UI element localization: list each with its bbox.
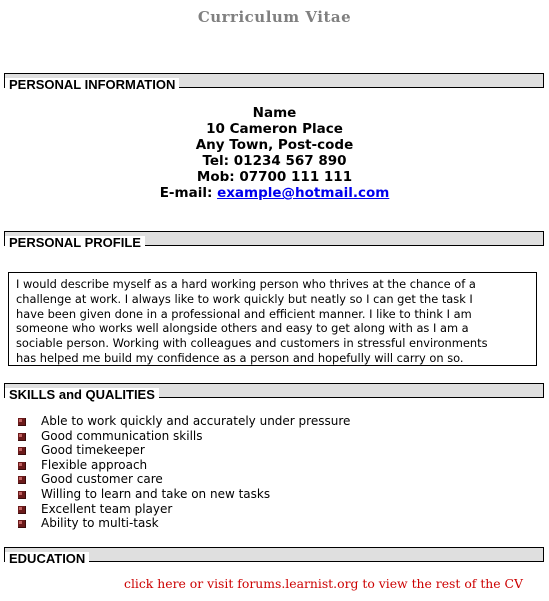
skill-text: Excellent team player xyxy=(41,501,173,516)
skill-item xyxy=(18,414,350,429)
skills-list xyxy=(18,414,350,531)
section-header-education xyxy=(4,547,544,566)
profile-text-box xyxy=(8,272,537,366)
section-header-personal-profile xyxy=(4,231,544,250)
profile-line: someone who works well alongside others and easy to get along with as I am a xyxy=(16,321,469,336)
section-label: PERSONAL INFORMATION xyxy=(5,78,179,91)
email-label: E-mail: xyxy=(159,185,218,201)
skill-item xyxy=(18,443,350,458)
contact-mob: Mob: 07700 111 111 xyxy=(196,169,353,185)
skill-item xyxy=(18,429,350,444)
contact-tel: Tel: 01234 567 890 xyxy=(202,153,347,169)
section-label: SKILLS and QUALITIES xyxy=(5,388,159,401)
section-label: PERSONAL PROFILE xyxy=(5,236,145,249)
section-header-personal-information xyxy=(4,73,544,92)
contact-email-row xyxy=(0,185,549,201)
square-bullet-icon xyxy=(18,506,26,514)
contact-block xyxy=(0,105,549,201)
profile-line: challenge at work. I always like to work quickly but neatly so I can get the task I xyxy=(16,291,473,306)
skill-item xyxy=(18,458,350,473)
contact-name: Name xyxy=(252,105,297,121)
skill-text: Able to work quickly and accurately under pressure xyxy=(41,414,351,428)
skill-item xyxy=(18,516,350,531)
skill-item xyxy=(18,472,350,487)
section-label: EDUCATION xyxy=(5,552,89,565)
skill-text: Flexible approach xyxy=(41,457,148,472)
contact-address-line2: Any Town, Post-code xyxy=(195,137,354,153)
square-bullet-icon xyxy=(18,418,26,426)
square-bullet-icon xyxy=(18,462,26,470)
square-bullet-icon xyxy=(18,491,26,499)
document-title: Curriculum Vitae xyxy=(197,8,352,26)
square-bullet-icon xyxy=(18,476,26,484)
skill-item xyxy=(18,487,350,502)
skill-item xyxy=(18,502,350,517)
profile-line: has helped me build my confidence as a person and hopefully will carry on so. xyxy=(16,350,464,365)
email-link[interactable]: example@hotmail.com xyxy=(217,185,390,201)
section-header-skills-and-qualities xyxy=(4,383,544,402)
square-bullet-icon xyxy=(18,433,26,441)
square-bullet-icon xyxy=(18,520,26,528)
profile-line: I would describe myself as a hard working person who thrives at the chance of a xyxy=(16,277,476,291)
square-bullet-icon xyxy=(18,447,26,455)
skill-text: Good communication skills xyxy=(41,428,203,443)
view-full-cv-link[interactable]: click here or visit forums.learnist.org to view the rest of the CV xyxy=(124,576,523,591)
contact-address-line1: 10 Cameron Place xyxy=(206,121,343,137)
profile-line: have been given done in a professional and efficient manner. I like to think I am xyxy=(16,306,472,321)
skill-text: Willing to learn and take on new tasks xyxy=(41,486,271,501)
profile-line: sociable person. Working with colleagues and customers in stressful environments xyxy=(16,336,488,351)
skill-text: Ability to multi-task xyxy=(41,516,159,531)
skill-text: Good timekeeper xyxy=(41,443,145,458)
skill-text: Good customer care xyxy=(41,472,163,487)
